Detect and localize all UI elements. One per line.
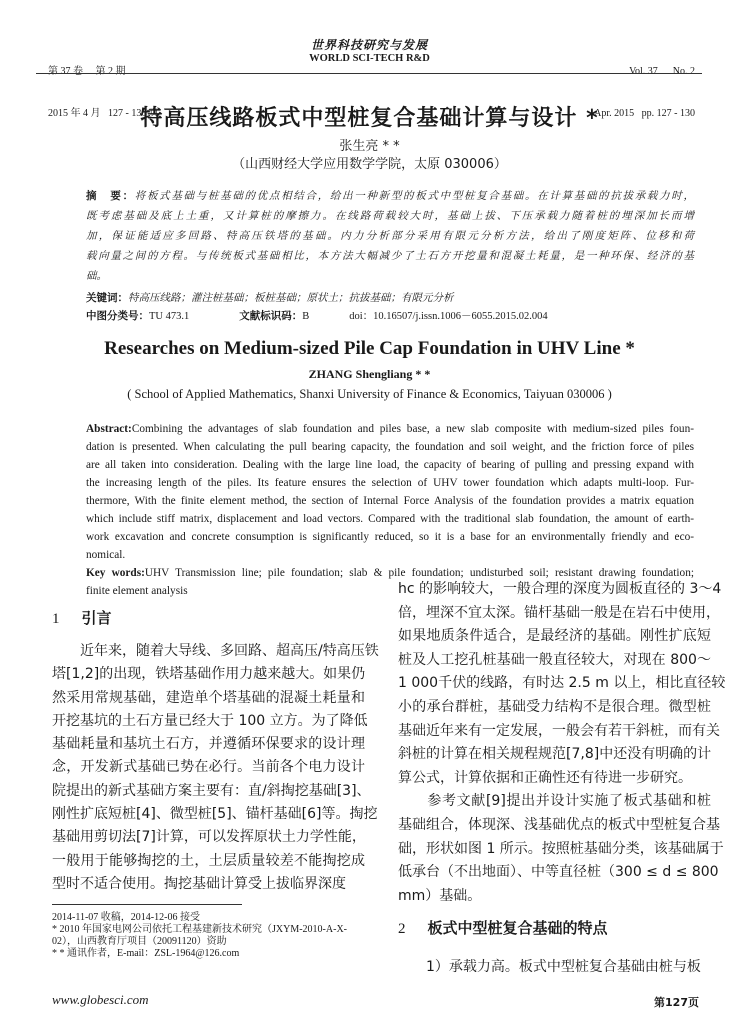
keywords-en-line: finite element analysis — [86, 585, 188, 597]
abstract-en — [86, 420, 694, 600]
section-title: 引言 — [81, 609, 112, 627]
body-line: 基础近年来有一定发展，一般会有若干斜桩，而有关 — [398, 722, 720, 739]
doc-code-value: B — [302, 311, 310, 322]
footnote-rule — [52, 904, 242, 905]
line-group — [52, 640, 379, 896]
volume-issue-en: Vol. 37 No. 2 — [629, 66, 695, 77]
classification-value: TU 473.1 — [149, 311, 190, 322]
section-2-heading — [398, 918, 608, 939]
abstract-en-line: the increasing length of the piles. Its feature ensures the selection of UHV tower foundation which adapts multi-loop. Fur- — [86, 477, 694, 489]
body-line: 低承台（不出地面）、中等直径桩（300 ≤ d ≤ 800 — [398, 864, 719, 881]
body-line: mm）基础。 — [398, 887, 482, 904]
body-line: 小的承台群桩，基础受力结构不是很合理。微型桩 — [398, 698, 711, 715]
body-line: 倍，埋深不宜太深。锚杆基础一般是在岩石中使用， — [398, 604, 720, 621]
body-line: 基础耗量和基坑土石方，并遵循环保要求的设计理 — [52, 736, 365, 753]
abstract-cn-line: 将板式基础与桩基础的优点相结合，给出一种新型的板式中型桩复合基础。在计算基础的抗拔承载力时， — [134, 190, 695, 202]
doi: doi：10.16507/j.issn.1006－6055.2015.02.004 — [349, 311, 548, 322]
section-1-body — [52, 640, 379, 896]
line-group — [86, 206, 694, 286]
affiliation-en: ( School of Applied Mathematics, Shanxi University of Finance & Economics, Taiyuan 030006 ) — [127, 387, 612, 401]
classification-label: 中图分类号： — [86, 310, 149, 322]
section-number: 1 — [52, 611, 60, 627]
keywords-en-label: Key words: — [86, 567, 145, 579]
body-line: 算公式，计算依据和正确性还有待进一步研究。 — [398, 769, 692, 786]
author-cn: 张生亮 * * — [339, 139, 400, 154]
body-line: 桩及人工挖孔桩基础一般直径较大，对现在 800～ — [398, 651, 711, 668]
footnote-funding: * 2010 年国家电网公司依托工程基建新技术研究（JXYM-2010-A-X- — [52, 924, 347, 935]
keywords-en-line: UHV Transmission line; pile foundation; slab & pile foundation; undisturbed soil; resistant drawing foundation; — [144, 567, 694, 579]
abstract-cn-line: 载向量之间的方程。与传统板式基础相比，本方法大幅减少了土石方开挖量和混凝土耗量，是一种环保、经济的基 — [86, 250, 694, 262]
abstract-cn-label: 摘 要： — [86, 190, 135, 202]
right-column-body — [398, 578, 726, 908]
keywords-cn-label: 关键词： — [86, 292, 128, 304]
line-group — [86, 438, 694, 564]
body-line: 塔[1,2]的出现，铁塔基础作用力越来越大。如果仍 — [52, 666, 366, 683]
body-line: 近年来，随着大导线、多回路、超高压/特高压铁 — [52, 643, 379, 659]
abstract-en-line: are all taken into consideration. Dealing with the large line load, the capacity of bearing of pulling and pressing expand with — [86, 459, 694, 471]
header-rule — [36, 73, 702, 74]
abstract-en-line: thermore, With the finite element method, the section of Internal Force Analysis of the foundation provides a matrix equation — [86, 495, 694, 507]
author-en: ZHANG Shengliang * * — [308, 367, 431, 381]
date-pages-en: Apr. 2015 pp. 127 - 130 — [594, 108, 695, 119]
body-line: 刚性扩底短桩[4]、微型桩[5]、锚杆基础[6]等。掏挖 — [52, 806, 378, 823]
body-line: 院提出的新式基础方案主要有：直/斜掏挖基础[3]、 — [52, 782, 371, 799]
body-line: 念，开发新式基础已势在必行。当前各个电力设计 — [52, 759, 365, 776]
body-line: 开挖基坑的土石方量已经大于 100 立方。为了降低 — [52, 712, 368, 729]
line-group — [398, 578, 726, 908]
body-line: hc 的影响较大，一般合理的深度为圆板直径的 3～4 — [398, 581, 722, 597]
paper-title-en: Researches on Medium-sized Pile Cap Foundation in UHV Line * — [104, 338, 635, 359]
classification-row — [86, 308, 548, 325]
journal-name-cn: 世界科技研究与发展 — [310, 38, 428, 52]
body-line: 如果地质条件适合，是最经济的基础。刚性扩底短 — [398, 628, 711, 645]
abstract-cn-line: 加，保证能适应多回路、特高压铁塔的基础。内力分析部分采用有限元分析方法，给出了刚度矩阵、位移和荷 — [86, 230, 694, 242]
footnote-received: 2014-11-07 收稿，2014-12-06 接受 — [52, 912, 200, 923]
abstract-cn — [86, 186, 694, 286]
affiliation-cn: （山西财经大学应用数学学院，太原 030006） — [232, 157, 507, 172]
keywords-cn-text: 特高压线路；灌注桩基础；板桩基础；原状土；抗拔基础；有限元分析 — [128, 292, 454, 304]
footnotes — [52, 912, 367, 960]
body-line: 基础组合，体现深、浅基础优点的板式中型桩复合基 — [398, 816, 720, 833]
journal-name-en: WORLD SCI-TECH R&D — [309, 53, 430, 64]
body-line: 型时不适合使用。掏挖基础计算受上拔临界深度 — [52, 875, 346, 892]
abstract-cn-line: 础。 — [86, 270, 107, 282]
footnote-corresponding: * * 通讯作者，E-mail：ZSL-1964@126.com — [52, 948, 240, 959]
body-line: 斜桩的计算在相关规程规范[7,8]中还没有明确的计 — [398, 746, 712, 763]
doc-code-label: 文献标识码： — [239, 310, 303, 322]
abstract-cn-line: 既考虑基础及底上土重，又计算桩的摩擦力。在线路荷载较大时，基础上拔、下压承载力随着桩的埋深加长而增 — [86, 210, 694, 222]
paper-title-cn: 特高压线路板式中型桩复合基础计算与设计 * — [140, 106, 599, 131]
date-pages: 2015 年 4 月 127 - 130 页 — [48, 108, 159, 119]
body-line: 参考文献[9]提出并设计实施了板式基础和桩 — [398, 793, 711, 810]
abstract-en-line: work excavation and concrete consumption is significantly reduced, so it is a base for an environmentally friendly and eco- — [86, 531, 694, 543]
abstract-en-line: Combining the advantages of slab foundation and piles base, a new slab composite with medium-sized piles foun- — [131, 423, 694, 435]
abstract-en-line: dation is presented. When calculating the pull bearing capacity, the foundation and soil weight, and the friction force of piles — [86, 441, 694, 453]
body-line: 1 000千伏的线路，有时达 2.5 m 以上，相比直径较 — [398, 675, 726, 692]
body-line: 然采用常规基础，建造单个塔基础的混凝土耗量和 — [52, 689, 365, 706]
body-line: 础，形状如图 1 所示。按照桩基础分类，该基础属于 — [398, 840, 724, 857]
body-line: 1）承载力高。板式中型桩复合基础由桩与板 — [398, 959, 701, 975]
body-line: 一般用于能够掏挖的土，土层质量较差不能掏挖成 — [52, 852, 365, 869]
keywords-cn — [86, 290, 454, 306]
abstract-en-line: which include stiff matrix, displacement and load vectors. Compared with the traditional slab foundation, the amount of earth- — [86, 513, 694, 525]
abstract-en-line: nomical. — [86, 549, 126, 561]
volume-issue: 第 37 卷 第 2 期 — [48, 66, 126, 77]
page-number: 第127页 — [654, 996, 699, 1009]
body-line: 基础用剪切法[7]计算，可以发挥原状土力学性能， — [52, 829, 366, 846]
section-1-heading — [52, 608, 112, 629]
abstract-en-label: Abstract: — [86, 423, 132, 435]
website-link[interactable]: www.globesci.com — [52, 992, 149, 1007]
section-number: 2 — [398, 921, 406, 937]
section-title: 板式中型桩复合基础的特点 — [427, 919, 608, 937]
footnote-funding-cont: 02），山西教育厅项目（20091120）资助 — [52, 936, 227, 947]
